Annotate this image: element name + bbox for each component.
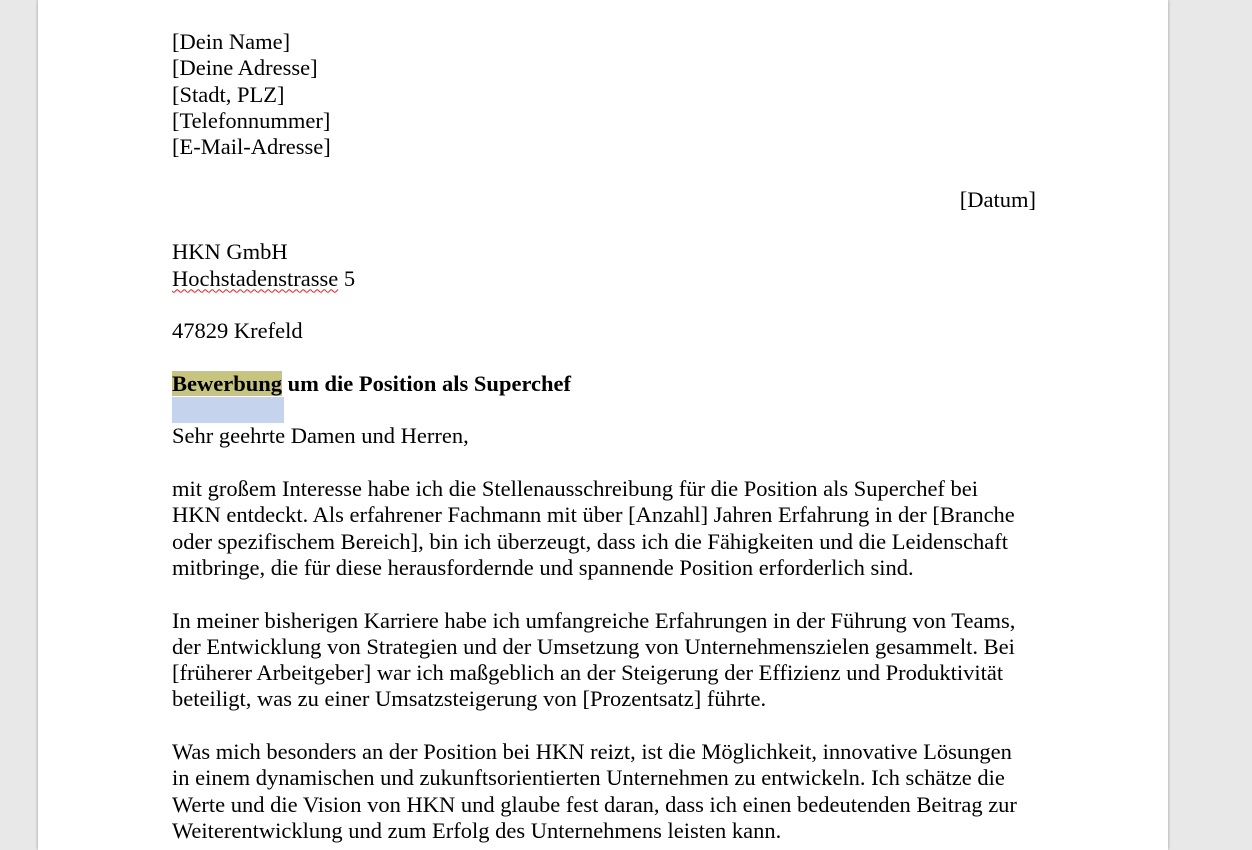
body-paragraph-1 bbox=[172, 476, 1036, 581]
recipient-street bbox=[172, 266, 1036, 292]
paragraph-line: Was mich besonders an der Position bei HKN reizt, ist die Möglichkeit, innovative Lösungen bbox=[172, 739, 1012, 765]
text-selection-block[interactable] bbox=[172, 397, 284, 423]
recipient-company: HKN GmbH bbox=[172, 239, 288, 265]
empty-line bbox=[172, 345, 1036, 371]
recipient-zip-city: 47829 Krefeld bbox=[172, 318, 303, 344]
document-page[interactable] bbox=[38, 0, 1168, 850]
sender-name: [Dein Name] bbox=[172, 29, 291, 54]
paragraph-line: mitbringe, die für diese herausfordernde und spannende Position erforderlich sind. bbox=[172, 554, 914, 580]
empty-line bbox=[172, 713, 1036, 739]
subject-line-block bbox=[172, 371, 1036, 424]
empty-line bbox=[172, 213, 1036, 239]
paragraph-line: Weiterentwicklung und zum Erfolg des Unternehmens leisten kann. bbox=[172, 817, 782, 843]
body-paragraph-3 bbox=[172, 739, 1036, 844]
empty-line bbox=[172, 581, 1036, 607]
paragraph-line: der Entwicklung von Strategien und der Umsetzung von Unternehmenszielen gesammelt. Bei bbox=[172, 633, 1015, 659]
paragraph-line: in einem dynamischen und zukunftsorientierten Unternehmen zu entwickeln. Ich schätze die bbox=[172, 765, 1005, 791]
paragraph-line: oder spezifischem Bereich], bin ich überzeugt, dass ich die Fähigkeiten und die Leidenschaft bbox=[172, 528, 1008, 554]
paragraph-line: beteiligt, was zu einer Umsatzsteigerung von [Prozentsatz] führte. bbox=[172, 686, 767, 712]
recipient-street-number: 5 bbox=[338, 265, 356, 291]
sender-email: [E-Mail-Adresse] bbox=[172, 134, 331, 160]
paragraph-line: Werte und die Vision von HKN und glaube fest daran, dass ich einen bedeutenden Beitrag zur bbox=[172, 791, 1017, 817]
paragraph-line: In meiner bisherigen Karriere habe ich umfangreiche Erfahrungen in der Führung von Teams, bbox=[172, 607, 1016, 633]
subject-rest: um die Position als Superchef bbox=[282, 370, 571, 396]
body-paragraph-2 bbox=[172, 608, 1036, 713]
sender-phone: [Telefonnummer] bbox=[172, 107, 331, 133]
spellcheck-flagged-word[interactable]: Hochstadenstrasse bbox=[172, 265, 339, 291]
letter-date: [Datum] bbox=[959, 186, 1036, 212]
salutation: Sehr geehrte Damen und Herren, bbox=[172, 423, 469, 449]
empty-line bbox=[172, 160, 1036, 186]
subject-line bbox=[172, 371, 1036, 397]
empty-line bbox=[172, 292, 1036, 318]
sender-city: [Stadt, PLZ] bbox=[172, 81, 285, 107]
paragraph-line: HKN entdeckt. Als erfahrener Fachmann mit über [Anzahl] Jahren Erfahrung in der [Branche bbox=[172, 502, 1015, 528]
document-body[interactable] bbox=[172, 29, 1036, 844]
sender-address: [Deine Adresse] bbox=[172, 55, 318, 81]
empty-line bbox=[172, 397, 1036, 423]
paragraph-line: [früherer Arbeitgeber] war ich maßgeblich an der Steigerung der Effizienz und Produktivität bbox=[172, 660, 1004, 686]
paragraph-line: mit großem Interesse habe ich die Stellenausschreibung für die Position als Superchef bei bbox=[172, 476, 979, 502]
highlighted-text-selection[interactable]: Bewerbung bbox=[172, 370, 283, 396]
empty-line bbox=[172, 450, 1036, 476]
